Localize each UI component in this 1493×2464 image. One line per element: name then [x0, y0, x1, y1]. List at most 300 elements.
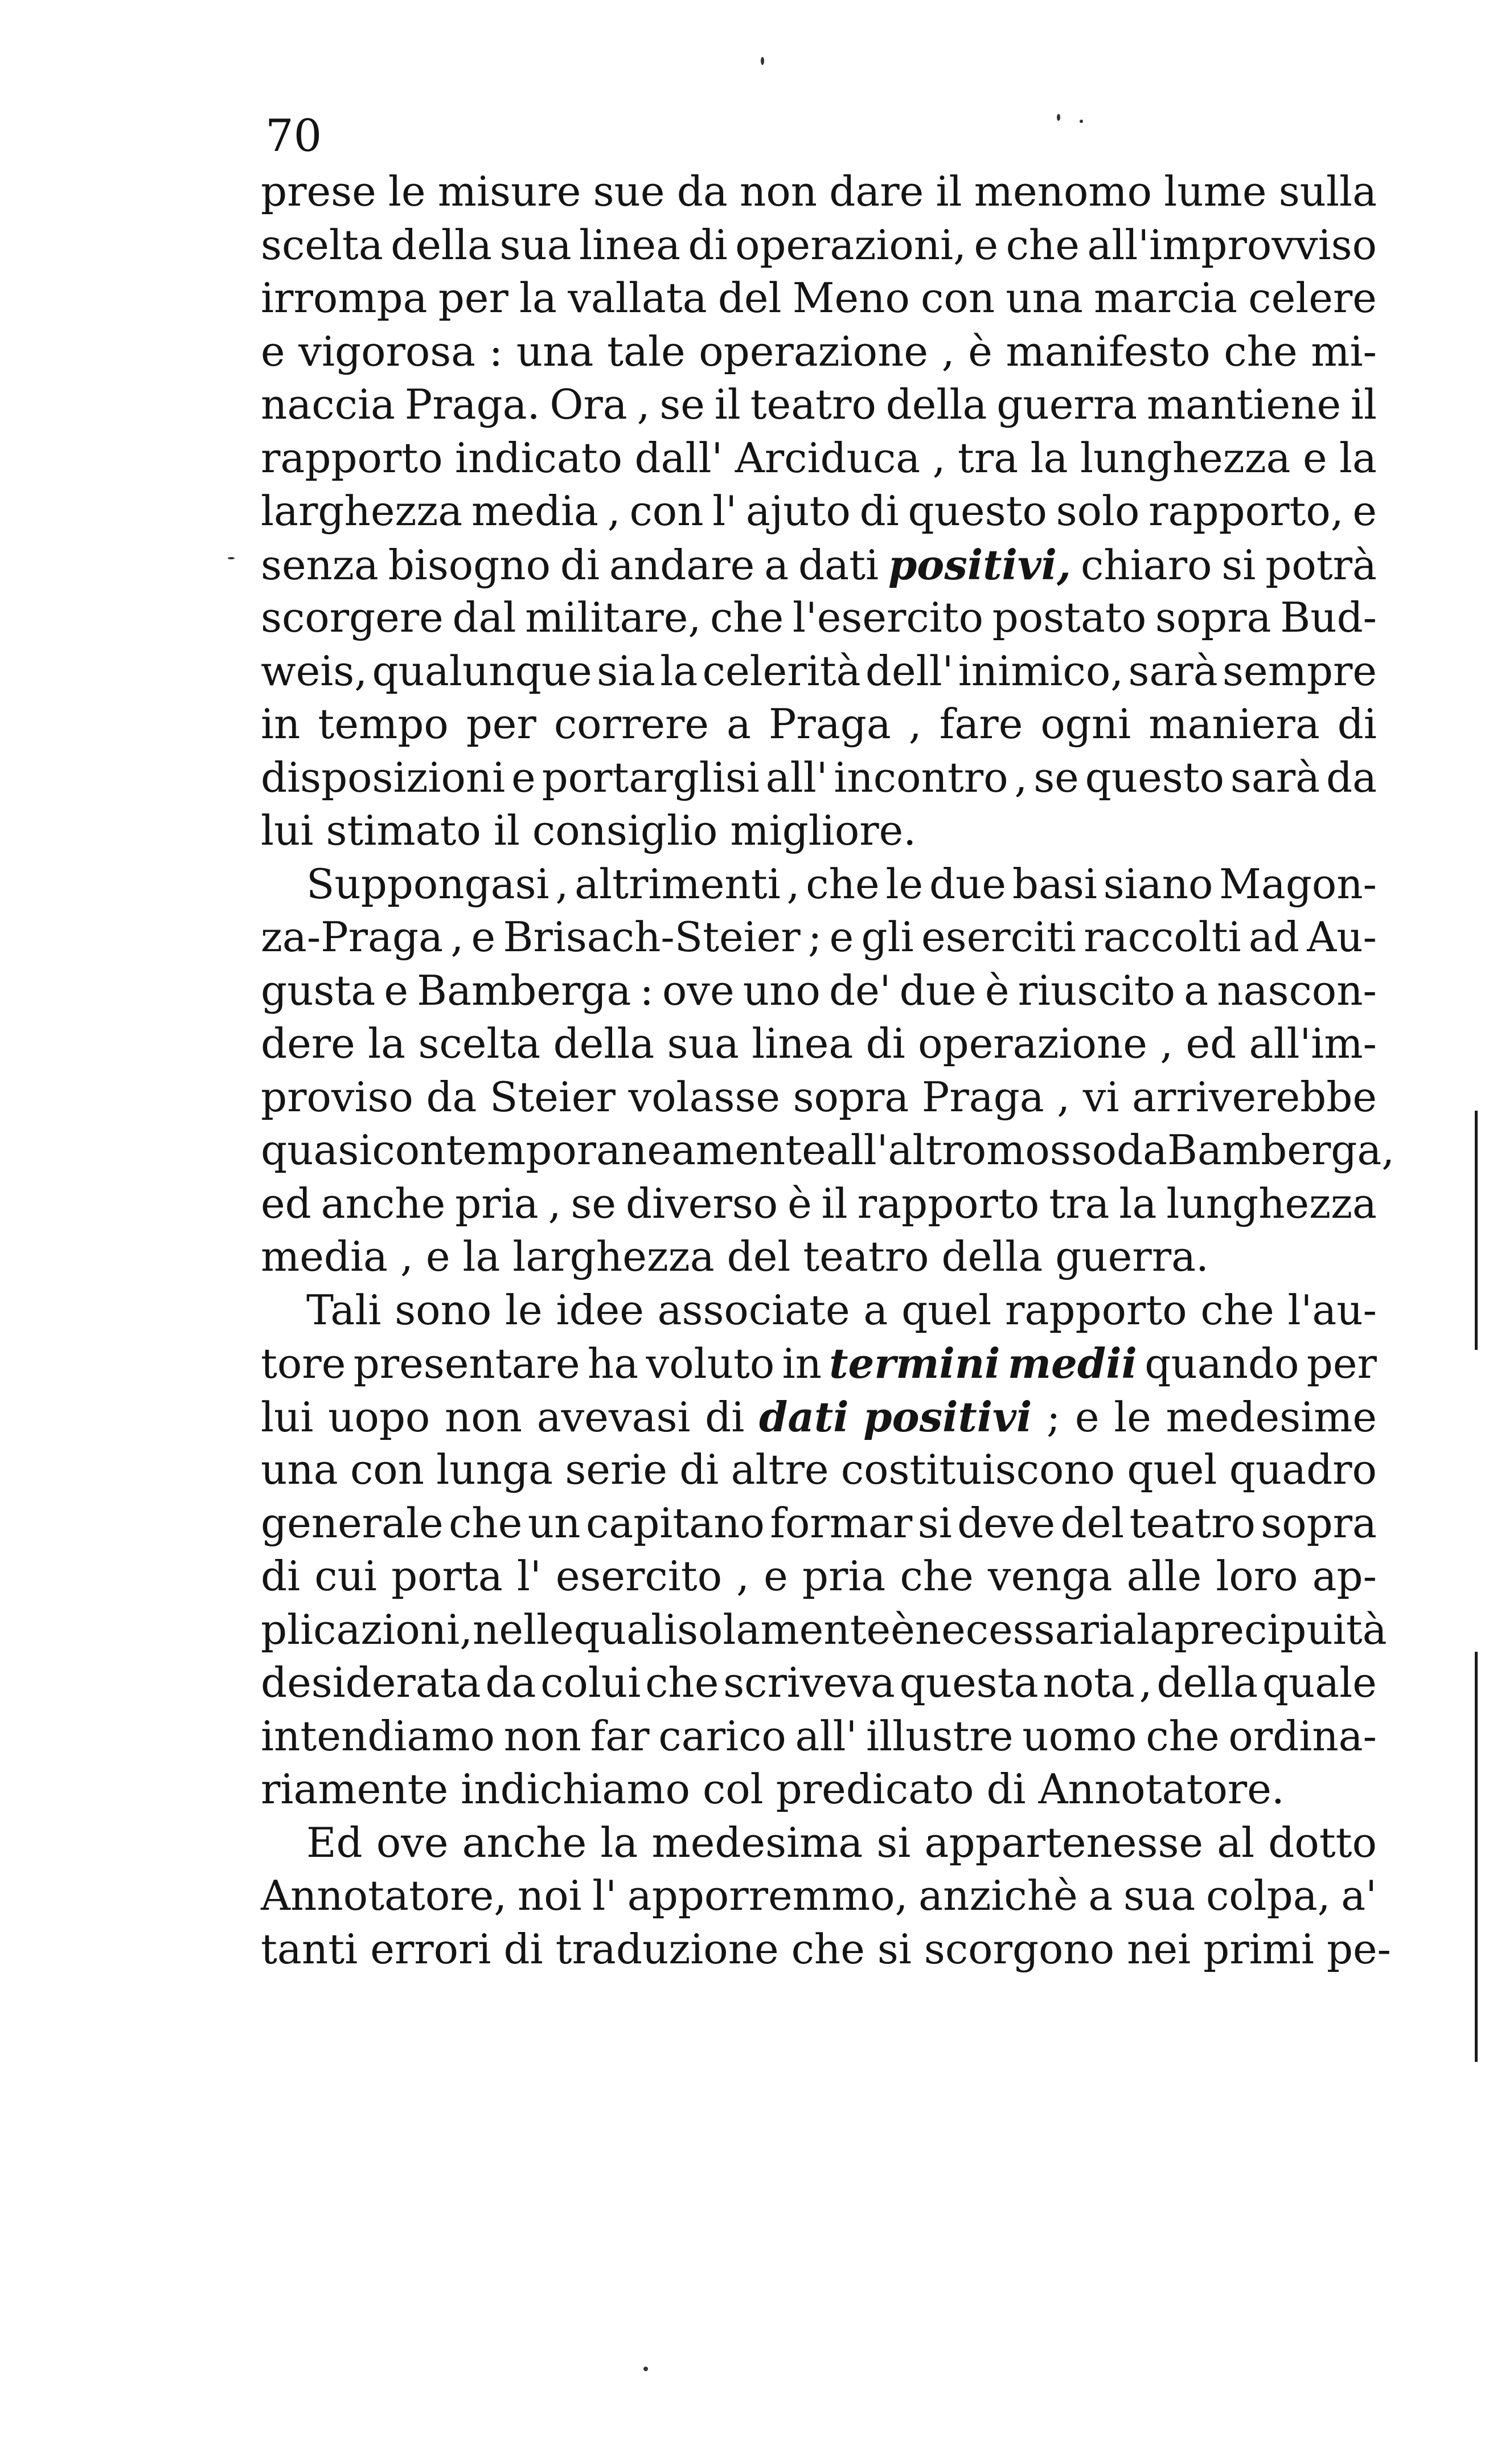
page-number: 70	[265, 110, 322, 162]
word: dati	[798, 541, 879, 589]
word: e	[1303, 433, 1327, 482]
word: ,	[736, 1552, 750, 1600]
word: nei	[1127, 1925, 1191, 1973]
word: del	[717, 274, 782, 322]
word: rapporto	[857, 1179, 1040, 1227]
word: che	[449, 1499, 523, 1547]
word: diverso	[626, 1179, 778, 1227]
word: far	[590, 1712, 650, 1760]
word: ,	[607, 487, 621, 535]
word: ed	[1186, 1020, 1237, 1067]
word: venga	[987, 1552, 1113, 1600]
word: carico	[658, 1712, 786, 1760]
word: se	[571, 1179, 617, 1227]
word: ove	[662, 966, 735, 1014]
word: guerra	[996, 380, 1138, 428]
text-line	[261, 432, 1377, 485]
word: sua	[1123, 1872, 1196, 1919]
word: a	[1184, 966, 1209, 1014]
word: scorgono	[924, 1925, 1115, 1973]
word: dal	[452, 594, 516, 641]
word: vigorosa	[298, 327, 476, 375]
word: sarà	[1128, 646, 1218, 695]
word: cui	[314, 1552, 377, 1600]
word: volasse	[628, 1073, 781, 1121]
word: con	[350, 1446, 424, 1493]
word: è	[787, 1179, 812, 1227]
text-line	[261, 911, 1377, 964]
word: appartenesse	[924, 1818, 1204, 1867]
word: questa	[899, 1659, 1039, 1706]
word: è	[968, 327, 992, 375]
word: capitano	[585, 1499, 765, 1547]
word: Meno	[792, 274, 910, 322]
text-line	[261, 1710, 1377, 1763]
word: lunghezza	[1166, 1179, 1377, 1227]
word: la	[1136, 1605, 1174, 1653]
word: consiglio	[532, 807, 718, 854]
word: di	[679, 1446, 719, 1493]
scan-speck	[1057, 114, 1060, 121]
word: quasi	[261, 1126, 372, 1174]
word: non	[503, 1712, 581, 1760]
word: Magon-	[1219, 859, 1377, 908]
text-line	[261, 804, 1377, 858]
word: Bud-	[1280, 594, 1377, 641]
word: arriverebbe	[1132, 1073, 1377, 1121]
word: all'	[795, 1712, 858, 1760]
word: ,	[555, 859, 569, 908]
word: nascon-	[1217, 966, 1377, 1014]
word: a	[863, 1286, 888, 1334]
word: basi	[1012, 859, 1097, 908]
word: za-Praga	[261, 913, 443, 961]
word: lunga	[436, 1446, 553, 1493]
word: teatro	[750, 380, 876, 428]
text-line	[261, 1124, 1395, 1177]
word: in	[261, 700, 301, 748]
word: loro	[1216, 1552, 1298, 1600]
word: medesime	[1166, 1393, 1377, 1441]
word: sua	[499, 220, 572, 269]
word: di	[560, 541, 600, 589]
word: quel	[901, 1286, 992, 1334]
word: rapporto	[261, 433, 443, 482]
word: Praga	[768, 700, 891, 748]
word: pria	[802, 1552, 886, 1600]
text-line	[261, 1869, 1377, 1923]
word: un	[527, 1499, 581, 1547]
scan-speck	[643, 2367, 648, 2371]
word: inimico,	[958, 646, 1124, 695]
word: portarglisi	[542, 753, 760, 801]
word: positivi	[863, 1392, 1032, 1441]
word: contemporaneamente	[372, 1126, 826, 1174]
word: del	[1060, 1499, 1125, 1547]
word: noi	[517, 1872, 582, 1919]
text-line	[261, 1763, 1377, 1816]
word: :	[489, 327, 503, 375]
word: mantiene	[1146, 380, 1342, 428]
word: e	[1352, 487, 1377, 535]
text-line	[261, 1337, 1377, 1390]
word: la	[660, 646, 698, 695]
word: operazione	[918, 1020, 1147, 1067]
word: ,	[786, 859, 800, 908]
word: proviso	[261, 1073, 413, 1121]
word: della	[885, 380, 987, 428]
text-line	[261, 1071, 1377, 1124]
word: primi	[1203, 1925, 1314, 1973]
word: Praga	[921, 1073, 1044, 1121]
word: e	[764, 1552, 788, 1600]
word: gusta	[261, 966, 376, 1014]
word: ,	[1057, 1073, 1070, 1121]
word: dotto	[1268, 1818, 1377, 1867]
word: dare	[829, 167, 924, 215]
word: con	[921, 274, 995, 322]
word: quel	[1127, 1446, 1217, 1493]
word: ove	[376, 1818, 449, 1867]
word: anche	[321, 1179, 446, 1227]
word: a'	[1341, 1872, 1377, 1919]
word: il	[936, 167, 962, 215]
word: raccolti	[1084, 913, 1241, 961]
word: ,	[400, 1233, 413, 1280]
word: di	[1337, 700, 1377, 748]
word: sempre	[1223, 646, 1377, 695]
word: le	[505, 1286, 543, 1334]
word: tale	[607, 327, 686, 375]
word: tempo	[318, 700, 449, 748]
word: questo	[1085, 753, 1224, 801]
word: lui	[261, 1393, 314, 1441]
word: si	[876, 1818, 911, 1867]
word: di	[859, 487, 899, 535]
word: altro	[888, 1126, 987, 1174]
text-line	[261, 1816, 1377, 1870]
word: che	[900, 1552, 974, 1600]
word: mosso	[986, 1126, 1117, 1174]
word: media	[471, 487, 598, 535]
word: che	[791, 1925, 865, 1973]
word: all'	[826, 1126, 888, 1174]
word: due	[929, 859, 1007, 908]
word: stimato	[326, 807, 481, 854]
word: e	[829, 913, 854, 961]
word: nelle	[473, 1605, 574, 1653]
word: eserciti	[921, 913, 1076, 961]
text-line	[261, 325, 1377, 379]
word: larghezza	[261, 487, 463, 535]
word: operazioni,	[735, 220, 967, 269]
word: alle	[1126, 1552, 1202, 1600]
word: nota	[1043, 1659, 1135, 1706]
word: ,	[637, 380, 650, 428]
word: sono	[395, 1286, 492, 1334]
word: Steier	[490, 1073, 616, 1121]
word: vi	[1082, 1073, 1119, 1121]
word: e	[384, 966, 409, 1014]
word: riuscito	[1018, 966, 1175, 1014]
word: la	[519, 274, 557, 322]
word: che	[1224, 327, 1298, 375]
word: di	[986, 1765, 1026, 1813]
word: una	[516, 327, 594, 375]
text-line	[261, 964, 1377, 1018]
word: il	[1350, 380, 1377, 428]
text-line	[261, 1497, 1377, 1550]
word: solamente	[677, 1605, 891, 1653]
word: dati	[758, 1392, 849, 1441]
word: di	[866, 1020, 905, 1067]
word: non	[444, 1393, 523, 1441]
word: :	[639, 966, 654, 1014]
word: se	[1033, 753, 1079, 801]
word: fare	[939, 700, 1023, 748]
word: l'	[712, 487, 737, 535]
word: predicato	[776, 1765, 974, 1813]
word: operazione	[699, 327, 928, 375]
text-line	[261, 1284, 1377, 1337]
word: lui	[261, 807, 314, 854]
word: da	[676, 167, 728, 215]
word: solo	[1056, 487, 1140, 535]
word: pe-	[1326, 1925, 1391, 1973]
word: senza	[261, 541, 379, 589]
word: la	[1030, 433, 1068, 482]
word: errori	[370, 1925, 491, 1973]
word: costituiscono	[840, 1446, 1115, 1493]
word: Annotatore.	[1038, 1765, 1285, 1813]
word: Ora	[549, 380, 627, 428]
word: a	[727, 700, 751, 748]
text-line	[261, 485, 1377, 538]
word: manifesto	[1006, 327, 1211, 375]
text-line	[261, 1603, 1387, 1657]
word: misure	[437, 167, 581, 215]
word: siano	[1103, 859, 1213, 908]
word: associate	[657, 1286, 850, 1334]
word: riamente	[261, 1765, 449, 1813]
word: le	[885, 859, 924, 908]
word: indichiamo	[461, 1765, 690, 1813]
word: Arciduca	[735, 433, 921, 482]
word: che	[709, 594, 784, 641]
word: dell'	[865, 646, 954, 695]
word: positivi,	[888, 540, 1072, 589]
word: si	[877, 1925, 912, 1973]
word: sopra	[1155, 594, 1271, 641]
word: tore	[261, 1340, 346, 1387]
word: celerità	[702, 646, 861, 695]
word: irrompa	[261, 274, 428, 322]
word: idee	[556, 1286, 644, 1334]
word: ad	[1248, 913, 1299, 961]
word: illustre	[866, 1712, 1014, 1760]
word: della	[1156, 1659, 1258, 1706]
word: sua	[667, 1020, 739, 1067]
word: la	[1339, 433, 1377, 482]
word: andare	[609, 541, 755, 589]
word: ap-	[1312, 1552, 1377, 1600]
word: ,	[1160, 1020, 1174, 1067]
word: all'im-	[1249, 1020, 1377, 1067]
word: presentare	[353, 1340, 580, 1387]
text-line	[261, 751, 1377, 805]
word: quale	[1262, 1659, 1377, 1706]
text-line	[261, 645, 1377, 698]
word: sue	[593, 167, 665, 215]
text-line	[261, 1443, 1377, 1497]
word: correre	[553, 700, 709, 748]
word: per	[1306, 1340, 1377, 1387]
word: l'esercito	[792, 594, 983, 641]
word: che	[1200, 1286, 1274, 1334]
word: da	[426, 1073, 477, 1121]
word: che	[645, 1659, 719, 1706]
word: militare,	[525, 594, 702, 641]
word: menomo	[974, 167, 1152, 215]
word: Ed	[306, 1818, 363, 1867]
text-line	[261, 858, 1377, 911]
word: termini	[829, 1339, 1000, 1387]
word: e	[511, 753, 536, 801]
word: ,	[450, 913, 464, 961]
word: scriveva	[723, 1659, 895, 1706]
word: ;	[1046, 1393, 1061, 1441]
margin-rule	[1475, 1652, 1478, 2062]
word: uno	[743, 966, 821, 1014]
word: larghezza	[512, 1233, 715, 1280]
word: mi-	[1311, 327, 1377, 375]
word: ,	[1139, 1659, 1152, 1706]
text-line	[261, 165, 1377, 219]
text-line	[261, 1656, 1377, 1710]
word: Tali	[306, 1286, 382, 1334]
body-text	[261, 165, 1395, 1976]
margin-rule	[1475, 1111, 1478, 1350]
text-line	[261, 1923, 1391, 1976]
word: ed	[261, 1179, 311, 1227]
word: weis,	[261, 646, 368, 695]
word: rapporto,	[1149, 487, 1344, 535]
word: la	[368, 1020, 406, 1067]
word: che	[1006, 220, 1080, 269]
word: sia	[597, 646, 655, 695]
word: all'improvviso	[1087, 220, 1377, 269]
word: celere	[1248, 274, 1377, 322]
word: anche	[462, 1818, 587, 1867]
word: incontro	[834, 753, 1008, 801]
word: teatro	[803, 1233, 929, 1280]
word: colui	[540, 1659, 641, 1706]
word: la	[1119, 1179, 1157, 1227]
word: traduzione	[555, 1925, 779, 1973]
word: ordina-	[1228, 1712, 1377, 1760]
word: all'	[765, 753, 828, 801]
word: qualunque	[372, 646, 592, 695]
word: indicato	[454, 433, 623, 482]
text-line	[261, 272, 1377, 325]
word: serie	[565, 1446, 667, 1493]
word: che	[1146, 1712, 1220, 1760]
word: è	[891, 1605, 915, 1653]
word: si	[917, 1499, 952, 1547]
word: Praga.	[404, 380, 540, 428]
word: il	[493, 807, 520, 854]
word: quando	[1145, 1340, 1299, 1387]
word: la	[600, 1818, 638, 1867]
word: disposizioni	[261, 753, 506, 801]
word: in	[782, 1340, 822, 1387]
word: ,	[548, 1179, 561, 1227]
scan-speck	[228, 557, 235, 559]
word: sarà	[1230, 753, 1320, 801]
word: a	[764, 541, 789, 589]
word: gli	[861, 913, 914, 961]
word: due	[899, 966, 977, 1014]
word: l'	[516, 1552, 542, 1600]
word: Suppongasi	[306, 859, 549, 908]
word: porta	[391, 1552, 503, 1600]
word: prese	[261, 167, 376, 215]
word: non	[739, 167, 818, 215]
word: marcia	[1094, 274, 1238, 322]
text-line	[261, 1390, 1377, 1444]
word: dall'	[634, 433, 723, 482]
word: con	[629, 487, 704, 535]
word: una	[1006, 274, 1083, 322]
word: tra	[957, 433, 1019, 482]
word: per	[438, 274, 508, 322]
word: le	[1114, 1393, 1151, 1441]
word: pria	[455, 1179, 539, 1227]
word: della	[553, 1020, 655, 1067]
word: maniera	[1149, 700, 1320, 748]
word: colpa,	[1205, 1872, 1331, 1919]
word: le	[388, 167, 426, 215]
word: apporremmo,	[627, 1872, 908, 1919]
word: la	[462, 1233, 501, 1280]
text-line	[261, 1177, 1377, 1231]
word: ogni	[1040, 700, 1131, 748]
word: postato	[992, 594, 1147, 641]
word: uopo	[328, 1393, 430, 1441]
text-line	[261, 591, 1377, 645]
word: Bamberga	[417, 966, 631, 1014]
word: sopra	[793, 1073, 909, 1121]
text-line	[261, 378, 1377, 432]
word: l'au-	[1287, 1286, 1377, 1334]
word: è	[985, 966, 1010, 1014]
word: della	[391, 220, 492, 269]
word: col	[702, 1765, 764, 1813]
word: per	[466, 700, 536, 748]
word: voluto	[646, 1340, 775, 1387]
word: da	[1326, 753, 1377, 801]
word: lunghezza	[1080, 433, 1291, 482]
word: scelta	[261, 220, 383, 269]
word: ,	[941, 327, 955, 375]
scan-speck	[761, 57, 764, 65]
word: se	[659, 380, 705, 428]
word: medii	[1007, 1339, 1137, 1387]
word: ,	[1014, 753, 1028, 801]
word: deve	[957, 1499, 1056, 1547]
text-line	[261, 698, 1377, 751]
word: della	[941, 1233, 1043, 1280]
